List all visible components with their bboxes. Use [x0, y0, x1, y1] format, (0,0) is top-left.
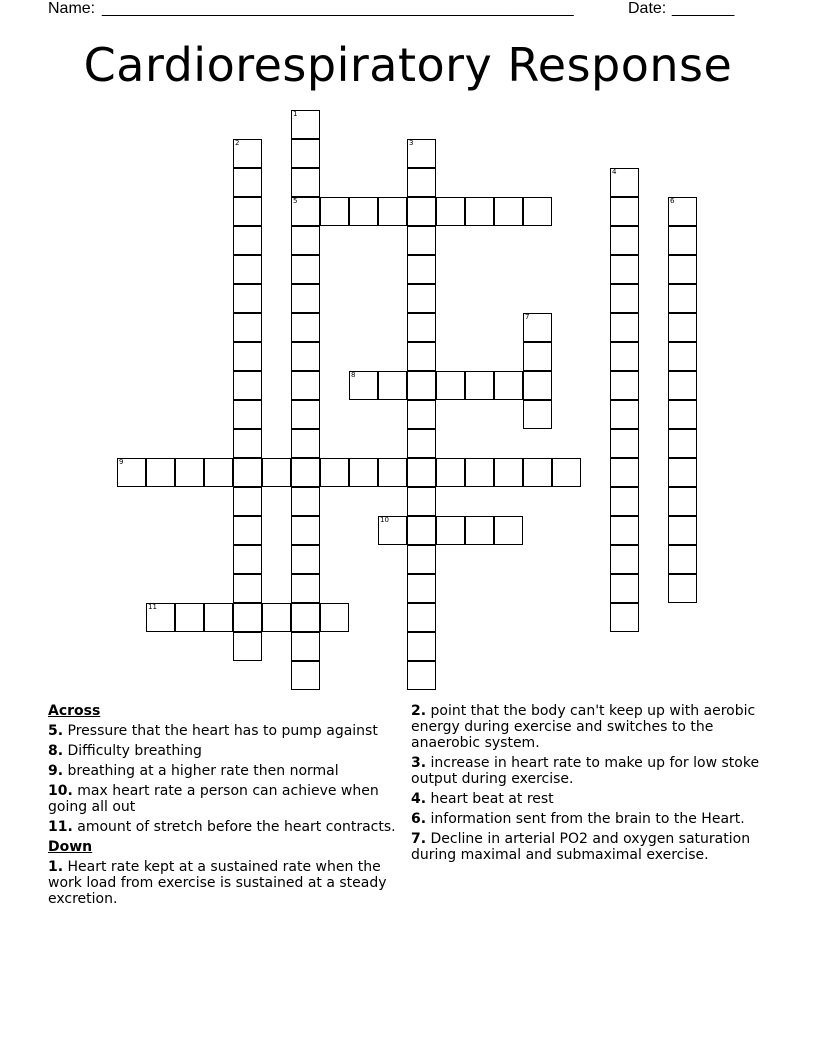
crossword-cell[interactable] [233, 139, 262, 168]
crossword-cell[interactable] [407, 574, 436, 603]
crossword-cell[interactable] [233, 197, 262, 226]
clue-text: point that the body can't keep up with aerobic energy during exercise and switches to the anaerobic system. [411, 703, 756, 751]
crossword-cell[interactable] [204, 458, 233, 487]
crossword-cell[interactable] [291, 400, 320, 429]
crossword-cell[interactable] [407, 139, 436, 168]
crossword-cell[interactable] [233, 574, 262, 603]
crossword-cell[interactable] [668, 226, 697, 255]
crossword-cell[interactable] [668, 429, 697, 458]
clue-across-5 [48, 723, 400, 739]
clue-down-1 [48, 859, 400, 907]
crossword-cell[interactable] [668, 400, 697, 429]
crossword-cell[interactable] [233, 400, 262, 429]
crossword-cell[interactable] [291, 226, 320, 255]
crossword-cell[interactable] [552, 458, 581, 487]
crossword-cell[interactable] [668, 516, 697, 545]
crossword-cell[interactable] [668, 284, 697, 313]
crossword-cell[interactable] [378, 458, 407, 487]
crossword-cell[interactable] [233, 603, 262, 632]
crossword-cell[interactable] [146, 458, 175, 487]
crossword-cell[interactable] [378, 197, 407, 226]
cell-number: 7 [525, 313, 530, 321]
crossword-cell[interactable] [610, 342, 639, 371]
crossword-cell[interactable] [291, 255, 320, 284]
clue-across-11 [48, 819, 400, 835]
cell-number: 11 [148, 603, 157, 611]
crossword-cell[interactable] [610, 284, 639, 313]
crossword-cell[interactable] [436, 197, 465, 226]
crossword-cell[interactable] [291, 168, 320, 197]
crossword-cell[interactable] [291, 661, 320, 690]
crossword-cell[interactable] [610, 603, 639, 632]
crossword-cell[interactable] [407, 429, 436, 458]
crossword-cell[interactable] [407, 632, 436, 661]
clue-across-9 [48, 763, 400, 779]
date-field-line: _______ [672, 0, 735, 17]
crossword-cell[interactable] [378, 516, 407, 545]
crossword-cell[interactable] [233, 255, 262, 284]
clue-text: Difficulty breathing [67, 743, 202, 759]
crossword-cell[interactable] [407, 458, 436, 487]
crossword-cell[interactable] [204, 603, 233, 632]
crossword-cell[interactable] [610, 429, 639, 458]
crossword-cell[interactable] [320, 603, 349, 632]
crossword-cell[interactable] [668, 458, 697, 487]
crossword-cell[interactable] [465, 458, 494, 487]
crossword-cell[interactable] [494, 197, 523, 226]
clue-text: breathing at a higher rate then normal [67, 763, 339, 779]
crossword-cell[interactable] [668, 255, 697, 284]
crossword-cell[interactable] [291, 139, 320, 168]
crossword-cell[interactable] [494, 371, 523, 400]
crossword-cell[interactable] [610, 400, 639, 429]
crossword-cell[interactable] [523, 313, 552, 342]
crossword-cell[interactable] [320, 458, 349, 487]
crossword-cell[interactable] [233, 342, 262, 371]
crossword-cell[interactable] [291, 632, 320, 661]
cell-number: 6 [670, 197, 675, 205]
crossword-cell[interactable] [407, 545, 436, 574]
crossword-cell[interactable] [291, 110, 320, 139]
clue-down-4 [411, 791, 771, 807]
clue-column-right [411, 703, 771, 867]
clue-number: 6. [411, 811, 427, 827]
crossword-cell[interactable] [610, 458, 639, 487]
clue-text: heart beat at rest [430, 791, 554, 807]
crossword-cell[interactable] [262, 603, 291, 632]
clue-down-7 [411, 831, 771, 863]
crossword-cell[interactable] [291, 429, 320, 458]
crossword-cell[interactable] [349, 458, 378, 487]
crossword-cell[interactable] [233, 429, 262, 458]
crossword-cell[interactable] [349, 371, 378, 400]
clue-number: 3. [411, 755, 427, 771]
crossword-cell[interactable] [465, 371, 494, 400]
crossword-cell[interactable] [407, 226, 436, 255]
crossword-cell[interactable] [465, 197, 494, 226]
clue-number: 8. [48, 743, 64, 759]
crossword-cell[interactable] [436, 458, 465, 487]
cell-number: 3 [409, 139, 414, 147]
crossword-cell[interactable] [291, 371, 320, 400]
crossword-cell[interactable] [668, 371, 697, 400]
crossword-cell[interactable] [610, 516, 639, 545]
crossword-cell[interactable] [610, 226, 639, 255]
cell-number: 1 [293, 110, 298, 118]
crossword-cell[interactable] [610, 313, 639, 342]
crossword-cell[interactable] [668, 545, 697, 574]
crossword-cell[interactable] [175, 603, 204, 632]
crossword-cell[interactable] [610, 371, 639, 400]
clue-number: 9. [48, 763, 64, 779]
crossword-cell[interactable] [233, 632, 262, 661]
clue-number: 2. [411, 703, 427, 719]
crossword-cell[interactable] [291, 545, 320, 574]
crossword-cell[interactable] [291, 342, 320, 371]
crossword-cell[interactable] [407, 313, 436, 342]
crossword-cell[interactable] [465, 516, 494, 545]
down-heading: Down [48, 839, 93, 855]
crossword-cell[interactable] [407, 487, 436, 516]
clue-number: 5. [48, 723, 64, 739]
clue-across-10 [48, 783, 400, 815]
crossword-cell[interactable] [407, 342, 436, 371]
crossword-cell[interactable] [610, 197, 639, 226]
crossword-cell[interactable] [610, 574, 639, 603]
clue-number: 11. [48, 819, 73, 835]
crossword-cell[interactable] [233, 284, 262, 313]
crossword-cell[interactable] [262, 458, 291, 487]
crossword-cell[interactable] [233, 545, 262, 574]
clue-text: max heart rate a person can achieve when going all out [48, 783, 379, 815]
crossword-cell[interactable] [668, 197, 697, 226]
crossword-cell[interactable] [494, 516, 523, 545]
cell-number: 4 [612, 168, 617, 176]
crossword-cell[interactable] [291, 313, 320, 342]
crossword-cell[interactable] [610, 168, 639, 197]
crossword-cell[interactable] [291, 197, 320, 226]
crossword-cell[interactable] [523, 342, 552, 371]
crossword-cell[interactable] [233, 313, 262, 342]
clue-number: 10. [48, 783, 73, 799]
crossword-cell[interactable] [407, 255, 436, 284]
crossword-cell[interactable] [233, 371, 262, 400]
crossword-cell[interactable] [233, 226, 262, 255]
crossword-cell[interactable] [378, 371, 407, 400]
clue-number: 4. [411, 791, 427, 807]
clue-text: amount of stretch before the heart contracts. [77, 819, 396, 835]
crossword-cell[interactable] [610, 487, 639, 516]
crossword-cell[interactable] [407, 400, 436, 429]
crossword-cell[interactable] [523, 458, 552, 487]
clue-text: Heart rate kept at a sustained rate when the work load from exercise is sustained at a steady excretion. [48, 859, 387, 907]
crossword-cell[interactable] [291, 458, 320, 487]
crossword-cell[interactable] [436, 516, 465, 545]
crossword-cell[interactable] [291, 574, 320, 603]
clue-text: Decline in arterial PO2 and oxygen saturation during maximal and submaximal exercise. [411, 831, 751, 863]
across-heading: Across [48, 703, 101, 719]
crossword-cell[interactable] [291, 487, 320, 516]
crossword-cell[interactable] [320, 197, 349, 226]
cell-number: 9 [119, 458, 124, 466]
crossword-cell[interactable] [610, 255, 639, 284]
crossword-cell[interactable] [117, 458, 146, 487]
crossword-cell[interactable] [407, 284, 436, 313]
clue-column-left [48, 703, 400, 911]
clue-across-8 [48, 743, 400, 759]
crossword-cell[interactable] [146, 603, 175, 632]
crossword-cell[interactable] [668, 487, 697, 516]
clue-text: information sent from the brain to the Heart. [430, 811, 745, 827]
crossword-cell[interactable] [407, 371, 436, 400]
cell-number: 8 [351, 371, 356, 379]
crossword-cell[interactable] [523, 400, 552, 429]
crossword-cell[interactable] [233, 516, 262, 545]
crossword-cell[interactable] [233, 487, 262, 516]
name-label: Name: [48, 0, 96, 17]
clue-number: 7. [411, 831, 427, 847]
crossword-cell[interactable] [668, 342, 697, 371]
crossword-cell[interactable] [233, 168, 262, 197]
crossword-cell[interactable] [523, 371, 552, 400]
clue-down-2 [411, 703, 771, 751]
clue-text: increase in heart rate to make up for low stoke output during exercise. [411, 755, 760, 787]
clue-number: 1. [48, 859, 64, 875]
crossword-cell[interactable] [436, 371, 465, 400]
crossword-cell[interactable] [407, 603, 436, 632]
crossword-cell[interactable] [407, 516, 436, 545]
clue-down-3 [411, 755, 771, 787]
crossword-cell[interactable] [407, 661, 436, 690]
cell-number: 10 [380, 516, 389, 524]
crossword-cell[interactable] [291, 603, 320, 632]
crossword-cell[interactable] [494, 458, 523, 487]
crossword-cell[interactable] [233, 458, 262, 487]
crossword-cell[interactable] [291, 516, 320, 545]
clue-down-6 [411, 811, 771, 827]
crossword-cell[interactable] [668, 574, 697, 603]
page-title: Cardiorespiratory Response [83, 38, 733, 92]
cell-number: 5 [293, 197, 298, 205]
crossword-cell[interactable] [349, 197, 378, 226]
crossword-cell[interactable] [175, 458, 204, 487]
crossword-cell[interactable] [610, 545, 639, 574]
crossword-cell[interactable] [523, 197, 552, 226]
crossword-cell[interactable] [407, 197, 436, 226]
date-label: Date: [628, 0, 667, 17]
name-field-line: _____________________________________________________ [102, 0, 574, 17]
cell-number: 2 [235, 139, 240, 147]
clue-text: Pressure that the heart has to pump against [67, 723, 378, 739]
crossword-cell[interactable] [668, 313, 697, 342]
crossword-cell[interactable] [407, 168, 436, 197]
crossword-cell[interactable] [291, 284, 320, 313]
